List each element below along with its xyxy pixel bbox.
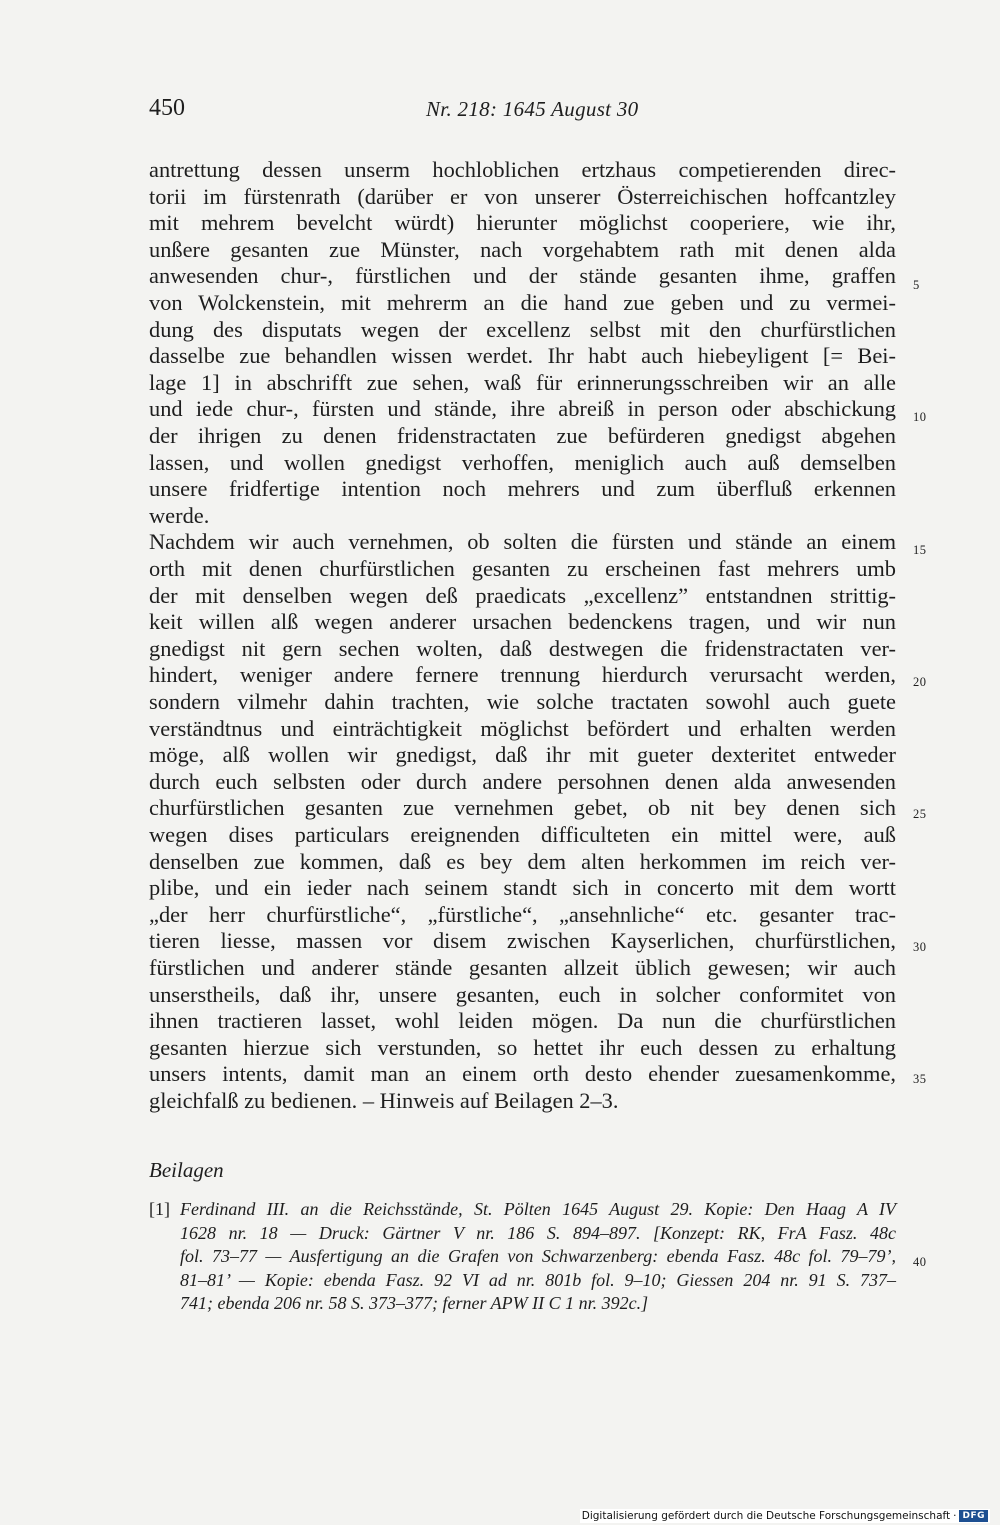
text-line: dung des disputats wegen der excellenz selbst mit den churfürstlichen bbox=[149, 316, 896, 342]
text-line: unsere fridfertige intention noch mehrers und zum überfluß erkennen bbox=[149, 476, 896, 502]
text-line: orth mit denen churfürstlichen gesanten zu erscheinen fast mehrers umb bbox=[149, 556, 896, 581]
text-line: sondern vilmehr dahin trachten, wie solche tractaten sowohl auch guete bbox=[149, 689, 896, 714]
text-line: tieren liesse, massen vor disem zwischen Kayserlichen, churfürstlichen, bbox=[149, 928, 896, 954]
dfg-logo-icon: DFG bbox=[959, 1510, 988, 1522]
text-line: fürstlichen und anderer stände gesanten allzeit üblich gewesen; wir auch bbox=[149, 955, 896, 980]
text-line: wegen dises particulars ereignenden difficulteten ein mittel were, auß bbox=[149, 822, 896, 847]
text-line: von Wolckenstein, mit mehrerm an die hand zue geben und zu vermei- bbox=[149, 290, 896, 315]
text-line: der mit denselben wegen deß praedicats „excellenz” entstandnen strittig- bbox=[149, 582, 896, 608]
line-number: 20 bbox=[913, 675, 927, 689]
text-line: möge, alß wollen wir gnedigst, daß ihr mit gueter dexteritet entweder bbox=[149, 742, 896, 768]
line-number: 5 bbox=[913, 278, 920, 292]
text-line: und iede chur-, fürsten und stände, ihre abreiß in person oder abschickung bbox=[149, 396, 896, 422]
text-line: keit willen alß wegen anderer ursachen bedenckens tragen, und wir nun bbox=[149, 609, 896, 635]
footer-text: Digitalisierung gefördert durch die Deutsche Forschungsgemeinschaft bbox=[581, 1510, 951, 1522]
text-line: Nachdem wir auch vernehmen, ob solten die fürsten und stände an einem bbox=[149, 529, 896, 555]
running-head: Nr. 218: 1645 August 30 bbox=[426, 97, 639, 121]
text-line: lassen, und wollen gnedigst verhoffen, meniglich auch auß demselben bbox=[149, 449, 896, 475]
text-line: denselben zue kommen, daß es bey dem alten herkommen im reich ver- bbox=[149, 848, 896, 874]
beilage-line: Ferdinand III. an die Reichsstände, St. Pölten 1645 August 29. Kopie: Den Haag A IV bbox=[180, 1199, 896, 1219]
line-number: 35 bbox=[913, 1072, 927, 1086]
text-line: der ihrigen zu denen fridenstractaten zue befürderen gnedigst abgehen bbox=[149, 423, 896, 448]
text-line: anwesenden chur-, fürstlichen und der stände gesanten ihme, graffen bbox=[149, 263, 896, 289]
text-line: torii im fürstenrath (darüber er von unserer Österreichischen hoffcantzley bbox=[149, 183, 896, 209]
text-line: unsers intents, damit man an einem orth desto ehender zuesamenkomme, bbox=[149, 1061, 896, 1087]
text-line: lage 1] in abschrifft zue sehen, waß für erinnerungsschreiben wir an alle bbox=[149, 369, 896, 395]
line-number: 15 bbox=[913, 543, 927, 557]
text-line: dasselbe zue behandlen wissen werdet. Ihr habt auch hiebeyligent [= Bei- bbox=[149, 343, 896, 369]
text-line: gnedigst nit gern sechen wolten, daß destwegen die fridenstractaten ver- bbox=[149, 635, 896, 661]
beilagen-heading: Beilagen bbox=[149, 1158, 224, 1182]
page-number: 450 bbox=[149, 95, 185, 121]
text-line: mit mehrem bevelcht würdt) hierunter möglichst cooperiere, wie ihr, bbox=[149, 210, 896, 236]
text-line: gleichfalß zu bedienen. – Hinweis auf Beilagen 2–3. bbox=[149, 1088, 619, 1113]
beilage-marker: [1] bbox=[149, 1199, 170, 1219]
beilage-line: 741; ebenda 206 nr. 58 S. 373–377; ferner APW II C 1 nr. 392c.] bbox=[180, 1293, 649, 1313]
beilage-line: 81–81’ — Kopie: ebenda Fasz. 92 VI ad nr. 801b fol. 9–10; Giessen 204 nr. 91 S. 737– bbox=[180, 1269, 896, 1290]
text-line: hindert, weniger andere fernere trennung hierdurch verursacht werden, bbox=[149, 662, 896, 688]
line-number: 25 bbox=[913, 807, 927, 821]
text-line: werde. bbox=[149, 502, 210, 528]
line-number: 40 bbox=[913, 1255, 927, 1269]
footer-credit: Digitalisierung gefördert durch die Deutsche Forschungsgemeinschaft · DFG bbox=[580, 1509, 990, 1523]
beilage-line: 1628 nr. 18 — Druck: Gärtner V nr. 186 S. 894–897. [Konzept: RK, FrA Fasz. 48c bbox=[180, 1222, 896, 1243]
line-number: 10 bbox=[913, 410, 927, 424]
text-line: durch euch selbsten oder durch andere persohnen denen alda anwesenden bbox=[149, 768, 896, 794]
text-line: plibe, und ein ieder nach seinem standt sich in concerto mit dem wortt bbox=[149, 875, 896, 901]
text-line: antrettung dessen unserm hochloblichen ertzhaus competierenden direc- bbox=[149, 157, 896, 182]
text-line: churfürstlichen gesanten zue vernehmen gebet, ob nit bey denen sich bbox=[149, 795, 896, 821]
text-line: gesanten hierzue sich verstunden, so hettet ihr euch dessen zu erhaltung bbox=[149, 1034, 896, 1060]
text-line: unserstheils, daß ihr, unsere gesanten, euch in solcher conformitet von bbox=[149, 981, 896, 1007]
text-line: verständtnus und einträchtigkeit möglichst befördert und erhalten werden bbox=[149, 715, 896, 741]
text-line: ihnen tractieren lasset, wohl leiden mögen. Da nun die churfürstlichen bbox=[149, 1008, 896, 1034]
text-line: unßere gesanten zue Münster, nach vorgehabtem rath mit denen alda bbox=[149, 236, 896, 262]
beilage-line: fol. 73–77 — Ausfertigung an die Grafen von Schwarzenberg: ebenda Fasz. 48c fol. 79–79’, bbox=[180, 1246, 896, 1266]
text-line: „der herr churfürstliche“, „fürstliche“, „ansehnliche“ etc. gesanter trac- bbox=[149, 901, 896, 927]
line-number: 30 bbox=[913, 940, 927, 954]
